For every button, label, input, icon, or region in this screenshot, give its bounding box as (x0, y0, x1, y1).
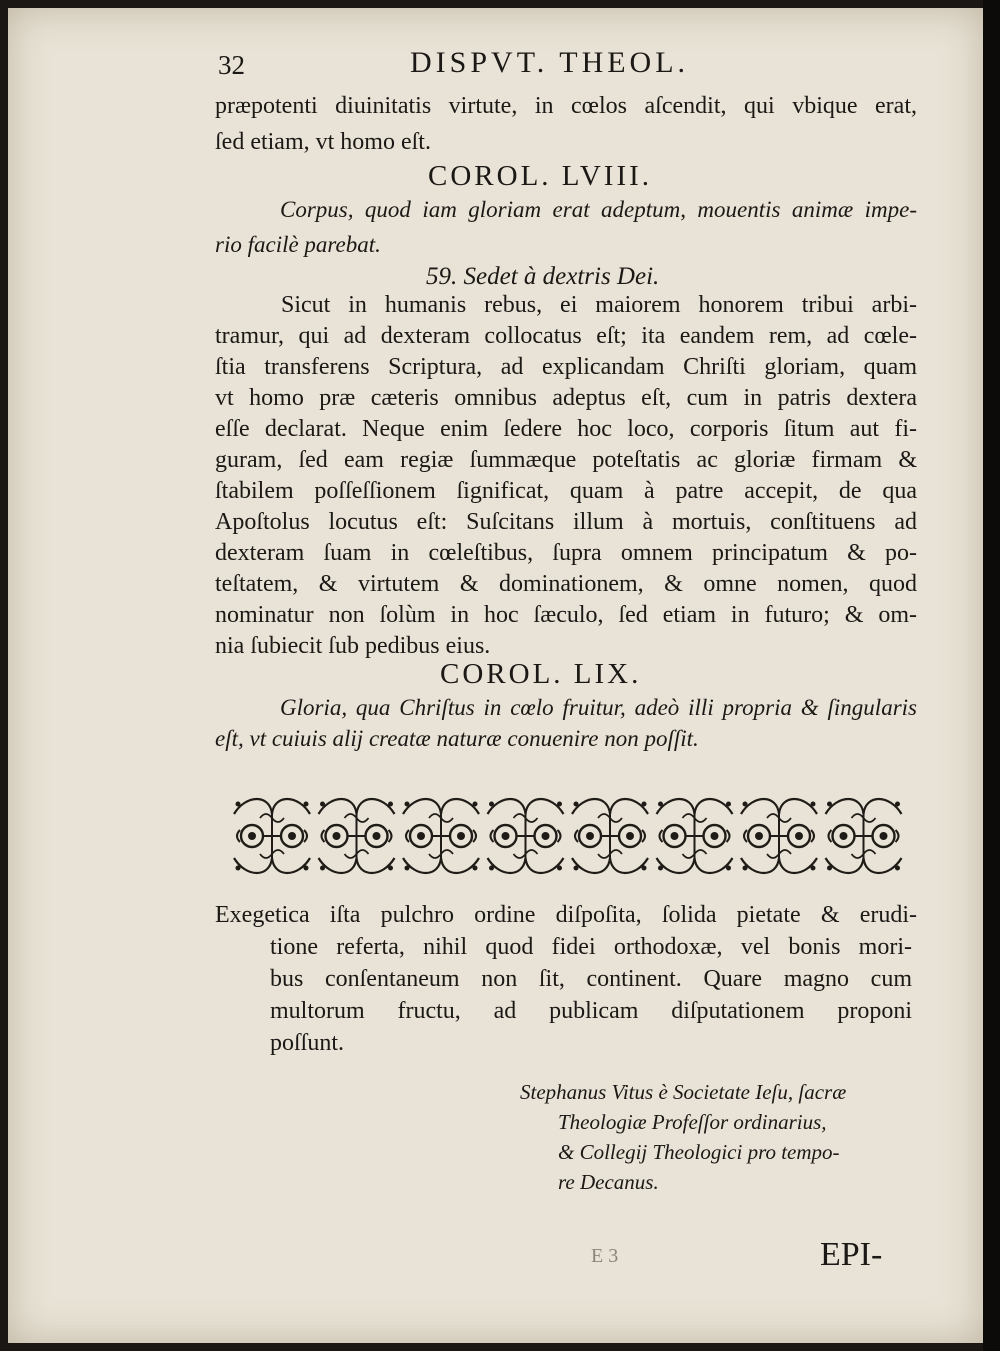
text-line: Sicut in humanis rebus, ei maiorem honorem tribui arbi- (281, 292, 917, 318)
book-page (8, 8, 983, 1343)
signature-line: re Decanus. (558, 1170, 659, 1194)
text-line: nominatur non ſolùm in hoc ſæculo, ſed etiam in futuro; & om- (215, 602, 917, 628)
text-line: dexteram ſuam in cœleſtibus, ſupra omnem principatum & po- (215, 540, 917, 566)
signature-line: & Collegij Theologici pro tempo- (558, 1140, 840, 1164)
text-line: ſtabilem poſſeſſionem ſignificat, quam à patre accepit, de qua (215, 478, 917, 504)
text-line: Apoſtolus locutus eſt: Suſcitans illum à mortuis, conſtituens ad (215, 509, 917, 535)
section-heading: 59. Sedet à dextris Dei. (426, 263, 660, 290)
approbation-line: bus conſentaneum non ſit, continent. Quare magno cum (270, 966, 912, 992)
page-number: 32 (218, 50, 245, 80)
corollary-heading: COROL. LIX. (440, 658, 642, 690)
corollary-text-line: Corpus, quod iam gloriam erat adeptum, mouentis animæ impe- (280, 197, 917, 222)
signature-line: Stephanus Vitus è Societate Ieſu, ſacræ (520, 1080, 847, 1104)
text-line: nia ſubiecit ſub pedibus eius. (215, 633, 491, 659)
text-line: guram, ſed eam regiæ ſummæque poteſtatis ac gloriæ firmam & (215, 447, 917, 473)
text-line: tramur, qui ad dexteram collocatus eſt; ita eandem rem, ad cœle- (215, 323, 917, 349)
text-line: teſtatem, & virtutem & dominationem, & omne nomen, quod (215, 571, 917, 597)
text-line: ſed etiam, vt homo eſt. (215, 129, 431, 155)
corollary-text-line: Gloria, qua Chriſtus in cœlo fruitur, adeò illi propria & ſingularis (280, 695, 917, 720)
corollary-text-line: eſt, vt cuiuis alij creatæ naturæ conuenire non poſſit. (215, 726, 699, 751)
corollary-text-line: rio facilè parebat. (215, 232, 381, 257)
text-line: ſtia transferens Scriptura, ad explicandam Chriſti gloriam, quam (215, 354, 917, 380)
running-title: DISPVT. THEOL. (410, 46, 690, 79)
catchword: EPI- (820, 1236, 883, 1273)
approbation-line: poſſunt. (270, 1030, 345, 1056)
approbation-line: multorum fructu, ad publicam diſputationem proponi (270, 998, 912, 1024)
text-line: vt homo præ cæteris omnibus adeptus eſt, cum in patris dextera (215, 385, 917, 411)
signature-mark: E 3 (591, 1245, 619, 1267)
text-line: eſſe declarat. Neque enim ſedere hoc loco, corporis ſitum aut fi- (215, 416, 917, 442)
signature-line: Theologiæ Profeſſor ordinarius, (558, 1110, 827, 1134)
text-line: præpotenti diuinitatis virtute, in cœlos aſcendit, qui vbique erat, (215, 93, 917, 119)
corollary-heading: COROL. LVIII. (428, 160, 653, 192)
approbation-line: Exegetica iſta pulchro ordine diſpoſita, ſolida pietate & erudi- (215, 902, 917, 928)
approbation-line: tione referta, nihil quod fidei orthodoxæ, vel bonis mori- (270, 934, 912, 960)
ornament-band (230, 790, 906, 882)
book-spine-shadow (983, 0, 1000, 1351)
